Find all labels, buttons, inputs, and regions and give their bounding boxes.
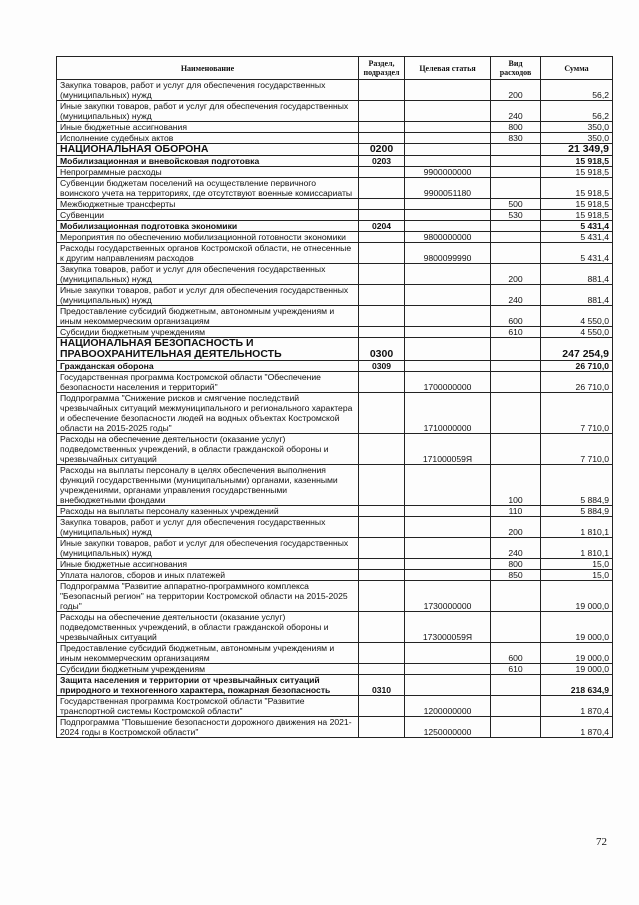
header-section: Раздел, подраздел	[359, 57, 405, 80]
cell-article	[405, 570, 491, 581]
table-row	[57, 221, 613, 232]
cell-article	[405, 144, 491, 156]
table-row	[57, 506, 613, 517]
table-row	[57, 465, 613, 506]
cell-article	[405, 264, 491, 285]
cell-article	[405, 80, 491, 101]
cell-kind: 610	[491, 664, 541, 675]
cell-section	[359, 538, 405, 559]
cell-name: Непрограммные расходы	[57, 167, 359, 178]
cell-kind	[491, 361, 541, 372]
cell-sum: 5 884,9	[541, 465, 613, 506]
cell-kind	[491, 434, 541, 465]
cell-name: Субсидии бюджетным учреждениям	[57, 664, 359, 675]
table-row	[57, 517, 613, 538]
cell-section	[359, 199, 405, 210]
cell-article: 171000059Я	[405, 434, 491, 465]
cell-name: Расходы государственных органов Костромской области, не отнесенные к другим направлениям расходов	[57, 243, 359, 264]
cell-kind	[491, 338, 541, 361]
cell-article: 1200000000	[405, 696, 491, 717]
cell-article	[405, 506, 491, 517]
cell-section	[359, 393, 405, 434]
cell-section	[359, 327, 405, 338]
cell-article	[405, 306, 491, 327]
cell-name: Закупка товаров, работ и услуг для обеспечения государственных (муниципальных) нужд	[57, 264, 359, 285]
table-row	[57, 643, 613, 664]
cell-kind	[491, 675, 541, 696]
cell-kind	[491, 372, 541, 393]
cell-kind	[491, 717, 541, 738]
cell-section: 0203	[359, 156, 405, 167]
cell-section	[359, 696, 405, 717]
cell-sum: 19 000,0	[541, 581, 613, 612]
table-row	[57, 122, 613, 133]
cell-name: Мобилизационная и вневойсковая подготовка	[57, 156, 359, 167]
cell-section	[359, 243, 405, 264]
cell-kind: 500	[491, 199, 541, 210]
table-row	[57, 178, 613, 199]
cell-article: 173000059Я	[405, 612, 491, 643]
table-row	[57, 243, 613, 264]
cell-name: Подпрограмма "Снижение рисков и смягчение последствий чрезвычайных ситуаций межмуниципального и регионального характера и обеспечение безопасности людей на водных объектах Костромской области на 2015-2025 годы"	[57, 393, 359, 434]
table-row	[57, 327, 613, 338]
table-row	[57, 361, 613, 372]
cell-section: 0309	[359, 361, 405, 372]
cell-sum: 15 918,5	[541, 199, 613, 210]
cell-article	[405, 210, 491, 221]
table-header-row	[57, 57, 613, 80]
cell-sum: 7 710,0	[541, 393, 613, 434]
cell-sum: 21 349,9	[541, 144, 613, 156]
cell-kind: 530	[491, 210, 541, 221]
cell-kind	[491, 178, 541, 199]
cell-section	[359, 717, 405, 738]
cell-article	[405, 361, 491, 372]
table-row	[57, 156, 613, 167]
cell-article	[405, 643, 491, 664]
cell-section	[359, 306, 405, 327]
table-row	[57, 144, 613, 156]
cell-section	[359, 570, 405, 581]
cell-kind: 200	[491, 264, 541, 285]
cell-section	[359, 612, 405, 643]
cell-sum: 881,4	[541, 285, 613, 306]
cell-article	[405, 199, 491, 210]
table-row	[57, 717, 613, 738]
cell-name: Расходы на выплаты персоналу в целях обеспечения выполнения функций государственными (муниципальными) органами, казенными учреждениями, органами управления государственными внебюджетными фондами	[57, 465, 359, 506]
cell-article	[405, 517, 491, 538]
cell-kind: 200	[491, 80, 541, 101]
cell-sum: 26 710,0	[541, 361, 613, 372]
cell-article: 9900051180	[405, 178, 491, 199]
cell-name: Государственная программа Костромской области "Развитие транспортной системы Костромской области"	[57, 696, 359, 717]
table-row	[57, 232, 613, 243]
cell-kind	[491, 243, 541, 264]
cell-section	[359, 372, 405, 393]
cell-sum: 350,0	[541, 133, 613, 144]
page-number: 72	[596, 836, 607, 848]
table-row	[57, 538, 613, 559]
cell-name: Закупка товаров, работ и услуг для обеспечения государственных (муниципальных) нужд	[57, 517, 359, 538]
cell-sum: 7 710,0	[541, 434, 613, 465]
cell-kind	[491, 232, 541, 243]
cell-section	[359, 101, 405, 122]
cell-section	[359, 285, 405, 306]
cell-name: Иные закупки товаров, работ и услуг для обеспечения государственных (муниципальных) нужд	[57, 538, 359, 559]
cell-article	[405, 101, 491, 122]
cell-sum: 19 000,0	[541, 664, 613, 675]
cell-sum: 5 884,9	[541, 506, 613, 517]
cell-sum: 15 918,5	[541, 167, 613, 178]
cell-article	[405, 122, 491, 133]
cell-name: Расходы на выплаты персоналу казенных учреждений	[57, 506, 359, 517]
cell-name: Мобилизационная подготовка экономики	[57, 221, 359, 232]
cell-kind: 600	[491, 643, 541, 664]
table-row	[57, 264, 613, 285]
cell-name: Предоставление субсидий бюджетным, автономным учреждениям и иным некоммерческим организациям	[57, 306, 359, 327]
cell-name: НАЦИОНАЛЬНАЯ ОБОРОНА	[57, 144, 359, 156]
cell-sum: 218 634,9	[541, 675, 613, 696]
cell-section: 0300	[359, 338, 405, 361]
cell-article: 1700000000	[405, 372, 491, 393]
cell-sum: 19 000,0	[541, 643, 613, 664]
cell-section	[359, 581, 405, 612]
cell-name: Предоставление субсидий бюджетным, автономным учреждениям и иным некоммерческим организациям	[57, 643, 359, 664]
cell-name: Подпрограмма "Повышение безопасности дорожного движения на 2021-2024 годы в Костромской области"	[57, 717, 359, 738]
table-row	[57, 372, 613, 393]
cell-name: Иные бюджетные ассигнования	[57, 122, 359, 133]
cell-name: Государственная программа Костромской области "Обеспечение безопасности населения и территорий"	[57, 372, 359, 393]
cell-section	[359, 232, 405, 243]
cell-name: Закупка товаров, работ и услуг для обеспечения государственных (муниципальных) нужд	[57, 80, 359, 101]
table-row	[57, 675, 613, 696]
table-row	[57, 285, 613, 306]
cell-sum: 1 810,1	[541, 517, 613, 538]
cell-section	[359, 517, 405, 538]
table-row	[57, 570, 613, 581]
cell-kind: 800	[491, 122, 541, 133]
table-row	[57, 434, 613, 465]
cell-article	[405, 559, 491, 570]
cell-kind	[491, 696, 541, 717]
cell-kind: 800	[491, 559, 541, 570]
cell-article: 9900000000	[405, 167, 491, 178]
cell-name: Исполнение судебных актов	[57, 133, 359, 144]
cell-section	[359, 465, 405, 506]
cell-name: Иные бюджетные ассигнования	[57, 559, 359, 570]
table-row	[57, 393, 613, 434]
table-row	[57, 559, 613, 570]
cell-kind: 110	[491, 506, 541, 517]
cell-name: Иные закупки товаров, работ и услуг для обеспечения государственных (муниципальных) нужд	[57, 101, 359, 122]
cell-sum: 881,4	[541, 264, 613, 285]
table-row	[57, 210, 613, 221]
cell-sum: 1 870,4	[541, 696, 613, 717]
cell-kind: 600	[491, 306, 541, 327]
cell-article	[405, 538, 491, 559]
table-row	[57, 696, 613, 717]
cell-sum: 5 431,4	[541, 232, 613, 243]
cell-section	[359, 178, 405, 199]
cell-section	[359, 643, 405, 664]
budget-table-body	[57, 80, 613, 738]
cell-article	[405, 133, 491, 144]
cell-section	[359, 664, 405, 675]
cell-section	[359, 122, 405, 133]
budget-table	[56, 56, 613, 738]
table-row	[57, 338, 613, 361]
table-row	[57, 167, 613, 178]
cell-article	[405, 285, 491, 306]
cell-section	[359, 434, 405, 465]
cell-kind: 830	[491, 133, 541, 144]
cell-kind	[491, 144, 541, 156]
cell-article	[405, 327, 491, 338]
cell-section: 0310	[359, 675, 405, 696]
table-row	[57, 133, 613, 144]
cell-kind	[491, 156, 541, 167]
cell-article: 9800099990	[405, 243, 491, 264]
cell-section	[359, 264, 405, 285]
cell-name: НАЦИОНАЛЬНАЯ БЕЗОПАСНОСТЬ И ПРАВООХРАНИТЕЛЬНАЯ ДЕЯТЕЛЬНОСТЬ	[57, 338, 359, 361]
table-row	[57, 581, 613, 612]
table-row	[57, 306, 613, 327]
cell-article	[405, 465, 491, 506]
cell-kind	[491, 581, 541, 612]
cell-name: Подпрограмма "Развитие аппаратно-программного комплекса "Безопасный регион" на территории Костромской области на 2015-2025 годы"	[57, 581, 359, 612]
cell-kind: 240	[491, 538, 541, 559]
cell-sum: 5 431,4	[541, 243, 613, 264]
cell-sum: 26 710,0	[541, 372, 613, 393]
cell-sum: 4 550,0	[541, 306, 613, 327]
table-row	[57, 612, 613, 643]
cell-sum: 1 810,1	[541, 538, 613, 559]
cell-section	[359, 210, 405, 221]
cell-article	[405, 221, 491, 232]
cell-section	[359, 80, 405, 101]
cell-sum: 247 254,9	[541, 338, 613, 361]
cell-kind: 610	[491, 327, 541, 338]
cell-sum: 15 918,5	[541, 156, 613, 167]
cell-name: Уплата налогов, сборов и иных платежей	[57, 570, 359, 581]
cell-name: Межбюджетные трансферты	[57, 199, 359, 210]
cell-section: 0200	[359, 144, 405, 156]
cell-section: 0204	[359, 221, 405, 232]
cell-sum: 350,0	[541, 122, 613, 133]
cell-name: Гражданская оборона	[57, 361, 359, 372]
cell-sum: 19 000,0	[541, 612, 613, 643]
cell-name: Субвенции бюджетам поселений на осуществление первичного воинского учета на территориях, где отсутствуют военные комиссариаты	[57, 178, 359, 199]
cell-article: 1250000000	[405, 717, 491, 738]
table-row	[57, 664, 613, 675]
cell-sum: 56,2	[541, 80, 613, 101]
cell-sum: 15,0	[541, 570, 613, 581]
cell-article	[405, 156, 491, 167]
cell-kind: 200	[491, 517, 541, 538]
cell-kind	[491, 221, 541, 232]
cell-article	[405, 675, 491, 696]
cell-sum: 4 550,0	[541, 327, 613, 338]
cell-name: Субвенции	[57, 210, 359, 221]
cell-sum: 15,0	[541, 559, 613, 570]
cell-kind: 240	[491, 101, 541, 122]
cell-kind: 850	[491, 570, 541, 581]
cell-sum: 5 431,4	[541, 221, 613, 232]
table-row	[57, 101, 613, 122]
table-row	[57, 199, 613, 210]
cell-name: Защита населения и территории от чрезвычайных ситуаций природного и техногенного характера, пожарная безопасность	[57, 675, 359, 696]
cell-name: Расходы на обеспечение деятельности (оказание услуг) подведомственных учреждений, в области гражданской обороны и чрезвычайных ситуаций	[57, 612, 359, 643]
cell-name: Иные закупки товаров, работ и услуг для обеспечения государственных (муниципальных) нужд	[57, 285, 359, 306]
cell-article	[405, 664, 491, 675]
header-kind: Вид расходов	[491, 57, 541, 80]
header-article: Целевая статья	[405, 57, 491, 80]
cell-kind	[491, 393, 541, 434]
cell-kind	[491, 167, 541, 178]
cell-kind: 240	[491, 285, 541, 306]
cell-article: 1710000000	[405, 393, 491, 434]
cell-sum: 15 918,5	[541, 178, 613, 199]
cell-sum: 56,2	[541, 101, 613, 122]
cell-section	[359, 506, 405, 517]
cell-kind: 100	[491, 465, 541, 506]
cell-article	[405, 338, 491, 361]
cell-article: 1730000000	[405, 581, 491, 612]
cell-section	[359, 133, 405, 144]
table-row	[57, 80, 613, 101]
cell-sum: 15 918,5	[541, 210, 613, 221]
cell-section	[359, 559, 405, 570]
cell-name: Мероприятия по обеспечению мобилизационной готовности экономики	[57, 232, 359, 243]
cell-section	[359, 167, 405, 178]
cell-name: Расходы на обеспечение деятельности (оказание услуг) подведомственных учреждений, в области гражданской обороны и чрезвычайных ситуаций	[57, 434, 359, 465]
cell-article: 9800000000	[405, 232, 491, 243]
cell-sum: 1 870,4	[541, 717, 613, 738]
cell-name: Субсидии бюджетным учреждениям	[57, 327, 359, 338]
header-sum: Сумма	[541, 57, 613, 80]
cell-kind	[491, 612, 541, 643]
header-name: Наименование	[57, 57, 359, 80]
